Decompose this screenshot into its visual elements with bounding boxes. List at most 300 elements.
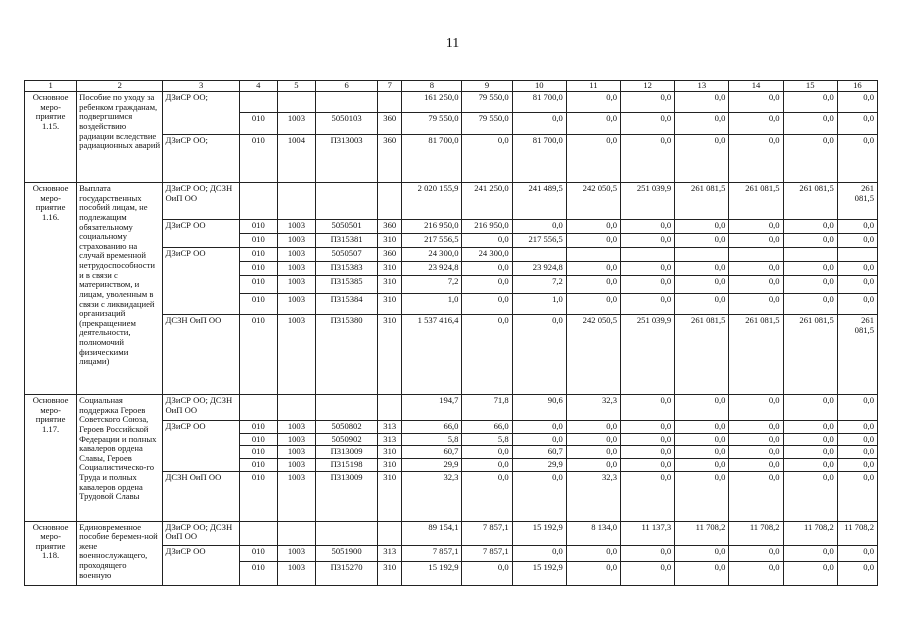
code-cell-c4: 010 <box>239 135 277 183</box>
code-cell-c7: 313 <box>378 433 402 446</box>
value-cell: 0,0 <box>837 446 877 459</box>
value-cell: 0,0 <box>566 135 620 183</box>
value-cell: 261 081,5 <box>675 315 729 395</box>
code-cell-c7: 310 <box>378 458 402 471</box>
column-number-5: 5 <box>277 81 315 92</box>
value-cell: 0,0 <box>837 234 877 248</box>
column-number-4: 4 <box>239 81 277 92</box>
value-cell <box>675 248 729 262</box>
value-cell: 0,0 <box>566 421 620 434</box>
code-cell-c7: 360 <box>378 113 402 135</box>
code-cell-c5: 1003 <box>277 248 315 262</box>
value-cell: 90,6 <box>512 395 566 421</box>
code-cell-c4: 010 <box>239 561 277 585</box>
value-cell: 24 300,0 <box>402 248 462 262</box>
value-cell: 0,0 <box>783 545 837 561</box>
code-cell-c4 <box>239 395 277 421</box>
value-cell <box>837 248 877 262</box>
value-cell: 0,0 <box>675 220 729 234</box>
value-cell: 0,0 <box>566 545 620 561</box>
value-cell: 0,0 <box>783 220 837 234</box>
value-cell: 0,0 <box>783 113 837 135</box>
value-cell: 0,0 <box>566 561 620 585</box>
value-cell: 261 081,5 <box>729 183 783 220</box>
value-cell: 11 708,2 <box>837 521 877 545</box>
value-cell: 0,0 <box>566 433 620 446</box>
value-cell: 241 250,0 <box>462 183 512 220</box>
value-cell: 32,3 <box>566 471 620 521</box>
code-cell-c5: 1003 <box>277 561 315 585</box>
value-cell: 0,0 <box>783 92 837 113</box>
code-cell-c5 <box>277 521 315 545</box>
code-cell-c7: 310 <box>378 262 402 276</box>
value-cell: 0,0 <box>462 458 512 471</box>
executor-cell: ДЗиСР ОО <box>163 421 239 472</box>
event-description: Выплата государственных пособий лицам, не подлежащим обязательному социальному страхованию на случай временной нетрудоспособности и в связи с материнством, и лицам, уволенным в связи с ликвидацией организаций (прекращением деятельности, полномочий физическими лицами) <box>77 183 163 395</box>
value-cell: 217 556,5 <box>402 234 462 248</box>
value-cell: 0,0 <box>566 446 620 459</box>
value-cell: 0,0 <box>566 234 620 248</box>
value-cell: 0,0 <box>512 315 566 395</box>
executor-cell: ДЗиСР ОО; ДСЗН ОиП ОО <box>163 183 239 220</box>
code-cell-c4: 010 <box>239 545 277 561</box>
value-cell: 0,0 <box>462 262 512 276</box>
value-cell: 23 924,8 <box>402 262 462 276</box>
code-cell-c6 <box>315 521 377 545</box>
value-cell: 0,0 <box>621 135 675 183</box>
value-cell: 2 020 155,9 <box>402 183 462 220</box>
value-cell <box>566 248 620 262</box>
value-cell: 0,0 <box>512 220 566 234</box>
value-cell: 0,0 <box>837 458 877 471</box>
value-cell: 81 700,0 <box>512 92 566 113</box>
code-cell-c7: 360 <box>378 220 402 234</box>
value-cell: 0,0 <box>837 471 877 521</box>
column-number-15: 15 <box>783 81 837 92</box>
value-cell: 261 081,5 <box>837 183 877 220</box>
value-cell: 15 192,9 <box>512 521 566 545</box>
value-cell: 0,0 <box>512 113 566 135</box>
code-cell-c6: 5050802 <box>315 421 377 434</box>
code-cell-c7 <box>378 92 402 113</box>
value-cell: 0,0 <box>675 458 729 471</box>
code-cell-c6: П315383 <box>315 262 377 276</box>
code-cell-c5: 1003 <box>277 113 315 135</box>
value-cell: 0,0 <box>729 220 783 234</box>
value-cell: 0,0 <box>675 294 729 315</box>
value-cell: 0,0 <box>783 446 837 459</box>
code-cell-c6: П315385 <box>315 276 377 294</box>
value-cell: 216 950,0 <box>462 220 512 234</box>
value-cell: 0,0 <box>621 471 675 521</box>
code-cell-c6 <box>315 183 377 220</box>
code-cell-c5: 1003 <box>277 433 315 446</box>
code-cell-c6: 5050507 <box>315 248 377 262</box>
table-row <box>25 521 878 545</box>
budget-table <box>24 80 878 586</box>
value-cell: 5,8 <box>462 433 512 446</box>
code-cell-c7: 310 <box>378 471 402 521</box>
table-row <box>25 183 878 220</box>
code-cell-c4 <box>239 521 277 545</box>
column-number-14: 14 <box>729 81 783 92</box>
value-cell: 15 192,9 <box>402 561 462 585</box>
value-cell: 7,2 <box>512 276 566 294</box>
code-cell-c7: 310 <box>378 294 402 315</box>
value-cell: 261 081,5 <box>783 183 837 220</box>
value-cell: 0,0 <box>783 395 837 421</box>
code-cell-c6: П315198 <box>315 458 377 471</box>
executor-cell: ДЗиСР ОО; ДСЗН ОиП ОО <box>163 395 239 421</box>
code-cell-c4 <box>239 92 277 113</box>
code-cell-c6: 5050103 <box>315 113 377 135</box>
value-cell <box>783 248 837 262</box>
value-cell: 0,0 <box>837 561 877 585</box>
code-cell-c4 <box>239 183 277 220</box>
value-cell: 89 154,1 <box>402 521 462 545</box>
executor-cell: ДЗиСР ОО <box>163 248 239 315</box>
value-cell: 0,0 <box>462 135 512 183</box>
code-cell-c7: 310 <box>378 234 402 248</box>
executor-cell: ДЗиСР ОО; <box>163 135 239 183</box>
value-cell: 1,0 <box>402 294 462 315</box>
value-cell: 0,0 <box>729 276 783 294</box>
value-cell: 32,3 <box>402 471 462 521</box>
value-cell: 0,0 <box>621 276 675 294</box>
value-cell: 8 134,0 <box>566 521 620 545</box>
code-cell-c4: 010 <box>239 113 277 135</box>
value-cell: 0,0 <box>783 276 837 294</box>
value-cell: 0,0 <box>729 262 783 276</box>
code-cell-c5 <box>277 92 315 113</box>
value-cell: 0,0 <box>783 421 837 434</box>
value-cell: 0,0 <box>462 446 512 459</box>
value-cell: 0,0 <box>783 135 837 183</box>
executor-cell: ДСЗН ОиП ОО <box>163 471 239 521</box>
value-cell: 5,8 <box>402 433 462 446</box>
value-cell: 7 857,1 <box>462 545 512 561</box>
value-cell: 0,0 <box>783 458 837 471</box>
value-cell: 0,0 <box>837 276 877 294</box>
value-cell: 0,0 <box>675 395 729 421</box>
value-cell: 0,0 <box>729 421 783 434</box>
value-cell: 7,2 <box>402 276 462 294</box>
code-cell-c6 <box>315 395 377 421</box>
value-cell: 0,0 <box>512 421 566 434</box>
value-cell: 0,0 <box>837 421 877 434</box>
value-cell: 0,0 <box>621 561 675 585</box>
value-cell: 0,0 <box>621 294 675 315</box>
value-cell: 0,0 <box>675 113 729 135</box>
value-cell: 0,0 <box>783 262 837 276</box>
code-cell-c5: 1003 <box>277 262 315 276</box>
executor-cell: ДЗиСР ОО; ДСЗН ОиП ОО <box>163 521 239 545</box>
value-cell: 0,0 <box>837 135 877 183</box>
value-cell: 60,7 <box>402 446 462 459</box>
value-cell <box>621 248 675 262</box>
code-cell-c6: П315381 <box>315 234 377 248</box>
value-cell: 0,0 <box>566 458 620 471</box>
value-cell: 24 300,0 <box>462 248 512 262</box>
value-cell: 0,0 <box>675 446 729 459</box>
value-cell: 0,0 <box>729 395 783 421</box>
column-number-11: 11 <box>566 81 620 92</box>
value-cell: 79 550,0 <box>462 92 512 113</box>
value-cell: 261 081,5 <box>675 183 729 220</box>
column-number-13: 13 <box>675 81 729 92</box>
value-cell: 0,0 <box>837 294 877 315</box>
value-cell <box>729 248 783 262</box>
value-cell: 0,0 <box>462 315 512 395</box>
code-cell-c5: 1003 <box>277 294 315 315</box>
value-cell: 0,0 <box>621 220 675 234</box>
code-cell-c6: П313009 <box>315 471 377 521</box>
value-cell: 0,0 <box>729 113 783 135</box>
value-cell: 261 081,5 <box>837 315 877 395</box>
value-cell: 15 192,9 <box>512 561 566 585</box>
value-cell: 161 250,0 <box>402 92 462 113</box>
value-cell: 0,0 <box>729 561 783 585</box>
value-cell: 0,0 <box>675 135 729 183</box>
code-cell-c7: 313 <box>378 421 402 434</box>
value-cell: 0,0 <box>837 395 877 421</box>
value-cell: 0,0 <box>621 458 675 471</box>
code-cell-c6: П315270 <box>315 561 377 585</box>
code-cell-c5: 1003 <box>277 276 315 294</box>
event-name: Основное меро-приятие 1.16. <box>25 183 77 395</box>
value-cell: 0,0 <box>621 433 675 446</box>
value-cell: 0,0 <box>512 471 566 521</box>
value-cell: 217 556,5 <box>512 234 566 248</box>
column-number-10: 10 <box>512 81 566 92</box>
page-number: 11 <box>445 36 460 51</box>
value-cell: 0,0 <box>462 294 512 315</box>
value-cell: 0,0 <box>462 276 512 294</box>
value-cell: 0,0 <box>783 561 837 585</box>
column-number-6: 6 <box>315 81 377 92</box>
value-cell: 0,0 <box>462 561 512 585</box>
value-cell: 0,0 <box>783 294 837 315</box>
code-cell-c5: 1003 <box>277 220 315 234</box>
value-cell: 60,7 <box>512 446 566 459</box>
value-cell: 0,0 <box>512 433 566 446</box>
value-cell: 71,8 <box>462 395 512 421</box>
code-cell-c4: 010 <box>239 234 277 248</box>
value-cell: 0,0 <box>729 135 783 183</box>
code-cell-c5: 1003 <box>277 458 315 471</box>
value-cell: 0,0 <box>675 421 729 434</box>
event-description: Единовременное пособие беремен-ной жене военнослужащего, проходящего военную <box>77 521 163 585</box>
code-cell-c7: 360 <box>378 135 402 183</box>
column-number-8: 8 <box>402 81 462 92</box>
code-cell-c4: 010 <box>239 276 277 294</box>
value-cell: 0,0 <box>621 446 675 459</box>
code-cell-c5: 1003 <box>277 471 315 521</box>
value-cell: 0,0 <box>675 545 729 561</box>
code-cell-c5 <box>277 395 315 421</box>
code-cell-c7: 310 <box>378 315 402 395</box>
value-cell: 0,0 <box>675 92 729 113</box>
value-cell: 11 708,2 <box>783 521 837 545</box>
value-cell: 261 081,5 <box>729 315 783 395</box>
value-cell: 0,0 <box>675 433 729 446</box>
code-cell-c4: 010 <box>239 220 277 234</box>
value-cell: 0,0 <box>837 545 877 561</box>
value-cell: 0,0 <box>621 545 675 561</box>
code-cell-c5: 1003 <box>277 234 315 248</box>
code-cell-c4: 010 <box>239 421 277 434</box>
code-cell-c6: П315384 <box>315 294 377 315</box>
value-cell: 0,0 <box>566 276 620 294</box>
value-cell: 81 700,0 <box>402 135 462 183</box>
value-cell: 0,0 <box>566 262 620 276</box>
value-cell: 79 550,0 <box>402 113 462 135</box>
value-cell: 0,0 <box>783 433 837 446</box>
value-cell: 0,0 <box>675 561 729 585</box>
code-cell-c4: 010 <box>239 248 277 262</box>
value-cell: 0,0 <box>729 446 783 459</box>
code-cell-c5: 1003 <box>277 545 315 561</box>
value-cell: 32,3 <box>566 395 620 421</box>
value-cell: 242 050,5 <box>566 315 620 395</box>
event-description: Социальная поддержка Героев Советского Союза, Героев Российской Федерации и полных кавалеров ордена Славы, Героев Социалистическо-го Труда и полных кавалеров ордена Трудовой Славы <box>77 395 163 522</box>
value-cell: 0,0 <box>621 262 675 276</box>
event-description: Пособие по уходу за ребенком гражданам, подвергшимся воздействию радиации вследствие радиационных аварий <box>77 92 163 183</box>
value-cell: 194,7 <box>402 395 462 421</box>
code-cell-c7: 310 <box>378 446 402 459</box>
value-cell: 23 924,8 <box>512 262 566 276</box>
value-cell: 0,0 <box>837 113 877 135</box>
column-number-1: 1 <box>25 81 77 92</box>
value-cell: 66,0 <box>402 421 462 434</box>
value-cell: 7 857,1 <box>402 545 462 561</box>
value-cell: 0,0 <box>566 113 620 135</box>
value-cell <box>512 248 566 262</box>
code-cell-c7 <box>378 183 402 220</box>
value-cell: 29,9 <box>402 458 462 471</box>
code-cell-c7: 310 <box>378 561 402 585</box>
column-number-3: 3 <box>163 81 239 92</box>
value-cell: 0,0 <box>621 234 675 248</box>
value-cell: 241 489,5 <box>512 183 566 220</box>
code-cell-c7: 313 <box>378 545 402 561</box>
code-cell-c7 <box>378 521 402 545</box>
value-cell: 11 708,2 <box>729 521 783 545</box>
code-cell-c4: 010 <box>239 315 277 395</box>
column-number-9: 9 <box>462 81 512 92</box>
code-cell-c5: 1003 <box>277 421 315 434</box>
value-cell: 0,0 <box>675 471 729 521</box>
value-cell: 0,0 <box>729 545 783 561</box>
header-row <box>25 81 878 92</box>
value-cell: 216 950,0 <box>402 220 462 234</box>
value-cell: 261 081,5 <box>783 315 837 395</box>
code-cell-c4: 010 <box>239 433 277 446</box>
value-cell: 242 050,5 <box>566 183 620 220</box>
value-cell: 251 039,9 <box>621 183 675 220</box>
value-cell: 0,0 <box>729 471 783 521</box>
value-cell: 0,0 <box>729 458 783 471</box>
code-cell-c4: 010 <box>239 294 277 315</box>
value-cell: 0,0 <box>566 294 620 315</box>
code-cell-c7 <box>378 395 402 421</box>
table-row <box>25 395 878 421</box>
value-cell: 11 137,3 <box>621 521 675 545</box>
code-cell-c5: 1004 <box>277 135 315 183</box>
value-cell: 79 550,0 <box>462 113 512 135</box>
value-cell: 0,0 <box>621 421 675 434</box>
value-cell: 0,0 <box>837 433 877 446</box>
value-cell: 29,9 <box>512 458 566 471</box>
executor-cell: ДЗиСР ОО <box>163 220 239 248</box>
code-cell-c6: 5050501 <box>315 220 377 234</box>
executor-cell: ДСЗН ОиП ОО <box>163 315 239 395</box>
value-cell: 0,0 <box>462 234 512 248</box>
column-number-2: 2 <box>77 81 163 92</box>
value-cell: 7 857,1 <box>462 521 512 545</box>
column-number-12: 12 <box>621 81 675 92</box>
code-cell-c4: 010 <box>239 458 277 471</box>
executor-cell: ДЗиСР ОО; <box>163 92 239 135</box>
value-cell: 66,0 <box>462 421 512 434</box>
value-cell: 0,0 <box>675 262 729 276</box>
code-cell-c5: 1003 <box>277 446 315 459</box>
value-cell: 1 537 416,4 <box>402 315 462 395</box>
value-cell: 0,0 <box>621 113 675 135</box>
value-cell: 1,0 <box>512 294 566 315</box>
code-cell-c6: 5051900 <box>315 545 377 561</box>
value-cell: 251 039,9 <box>621 315 675 395</box>
value-cell: 0,0 <box>729 234 783 248</box>
value-cell: 0,0 <box>512 545 566 561</box>
value-cell: 0,0 <box>675 276 729 294</box>
value-cell: 0,0 <box>729 294 783 315</box>
event-name: Основное меро-приятие 1.15. <box>25 92 77 183</box>
code-cell-c7: 360 <box>378 248 402 262</box>
value-cell: 0,0 <box>783 471 837 521</box>
value-cell: 0,0 <box>621 92 675 113</box>
table-row <box>25 92 878 113</box>
code-cell-c5 <box>277 183 315 220</box>
value-cell: 0,0 <box>837 220 877 234</box>
code-cell-c6: П313009 <box>315 446 377 459</box>
value-cell: 0,0 <box>783 234 837 248</box>
code-cell-c6: П313003 <box>315 135 377 183</box>
code-cell-c4: 010 <box>239 471 277 521</box>
value-cell: 0,0 <box>566 92 620 113</box>
value-cell: 0,0 <box>729 433 783 446</box>
executor-cell: ДЗиСР ОО <box>163 545 239 585</box>
code-cell-c4: 010 <box>239 446 277 459</box>
code-cell-c7: 310 <box>378 276 402 294</box>
value-cell: 0,0 <box>566 220 620 234</box>
column-number-16: 16 <box>837 81 877 92</box>
code-cell-c6: 5050902 <box>315 433 377 446</box>
value-cell: 0,0 <box>837 92 877 113</box>
code-cell-c6 <box>315 92 377 113</box>
value-cell: 11 708,2 <box>675 521 729 545</box>
value-cell: 0,0 <box>837 262 877 276</box>
value-cell: 81 700,0 <box>512 135 566 183</box>
event-name: Основное меро-приятие 1.18. <box>25 521 77 585</box>
value-cell: 0,0 <box>675 234 729 248</box>
code-cell-c6: П315380 <box>315 315 377 395</box>
value-cell: 0,0 <box>621 395 675 421</box>
value-cell: 0,0 <box>462 471 512 521</box>
column-number-7: 7 <box>378 81 402 92</box>
code-cell-c4: 010 <box>239 262 277 276</box>
value-cell: 0,0 <box>729 92 783 113</box>
